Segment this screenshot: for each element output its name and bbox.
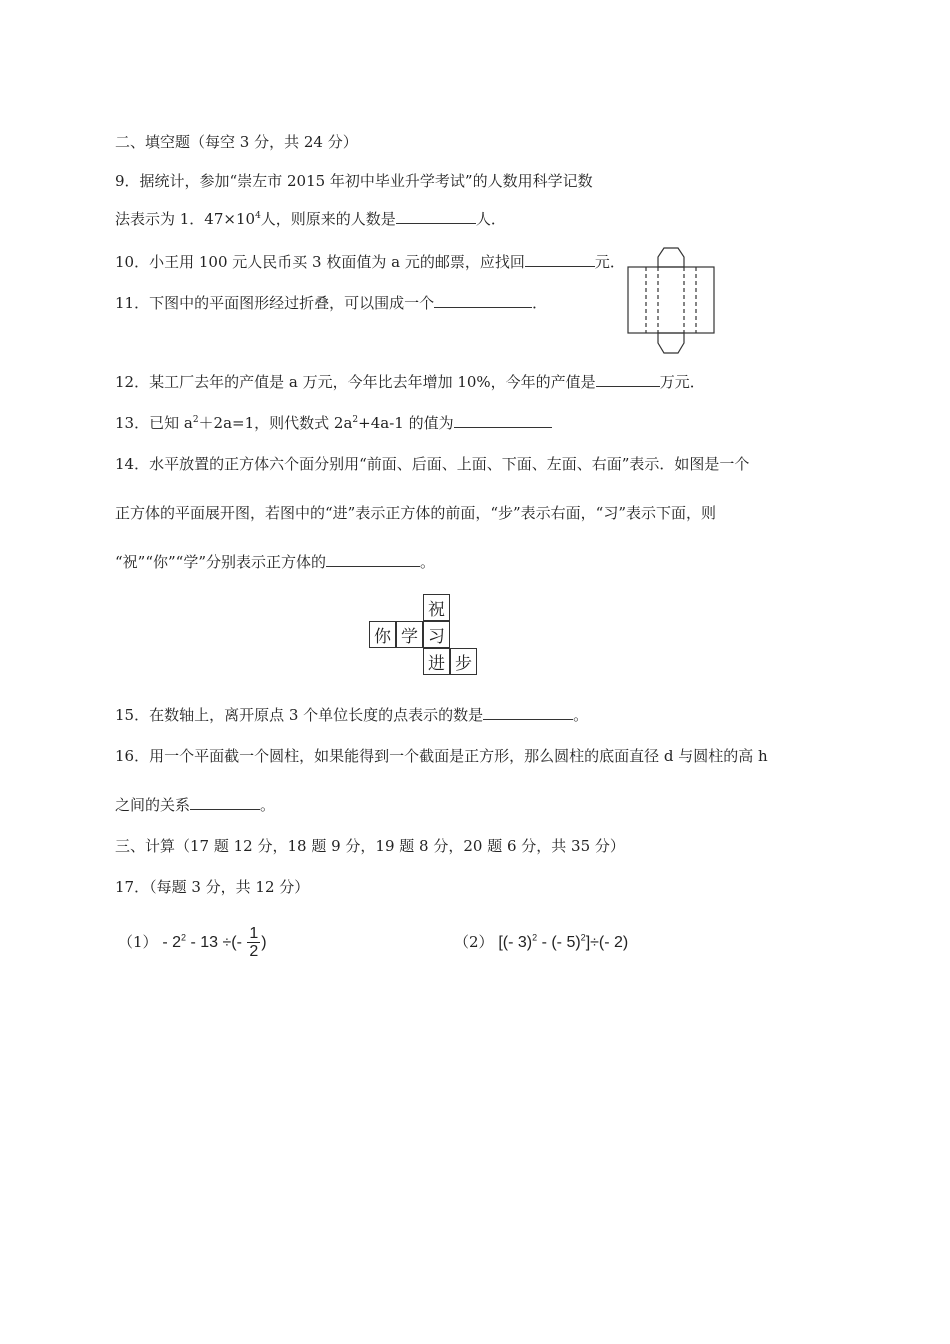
cube-face-zhu: 祝 (423, 594, 450, 621)
q14-line2: 正方体的平面展开图，若图中的“进”表示正方体的前面，“步”表示右面，“习”表示下面，则 (115, 504, 717, 522)
q12-answer-blank[interactable] (596, 372, 660, 387)
q9-text-b: 人，则原来的人数是 (260, 210, 396, 228)
section2-heading: 二、填空题（每空 3 分，共 24 分） (115, 133, 358, 151)
cylinder-net-top-tab (658, 248, 684, 267)
q11-line (115, 293, 547, 313)
q13-text-a: 13．已知 a (115, 414, 193, 432)
cube-face-bu: 步 (450, 648, 477, 675)
q9-exponent: 4 (255, 211, 261, 221)
q10-text-b: 元． (594, 253, 625, 271)
q11-answer-blank[interactable] (434, 293, 532, 308)
q15-text-a: 15．在数轴上，离开原点 3 个单位长度的点表示的数是 (115, 706, 484, 724)
q16-text-a: 之间的关系 (115, 796, 191, 814)
q12-line (115, 372, 705, 392)
q14-text-b: 。 (420, 553, 436, 571)
q10-line (115, 252, 625, 272)
q14-line1: 14．水平放置的正方体六个面分别用“前面、后面、上面、下面、左面、右面”表示．如图是一个 (115, 455, 750, 473)
q16-answer-blank[interactable] (190, 795, 260, 810)
q13-answer-blank[interactable] (454, 413, 552, 428)
q17-p2-expression: [(- 3)$^2$ - (- 5)$^2$]÷(- 2) (498, 932, 629, 951)
section3-heading: 三、计算（17 题 12 分，18 题 9 分，19 题 8 分，20 题 6 分，共 35 分） (115, 837, 625, 855)
q16-text-b: 。 (260, 796, 276, 814)
q17-p2-label: （2） (454, 933, 494, 951)
q16-line1: 16．用一个平面截一个圆柱，如果能得到一个截面是正方形，那么圆柱的底面直径 d 与圆柱的高 h (115, 747, 768, 765)
q17-p1-expression: - $2^2 - 13$ ÷(- $\frac{1}{2}$ ) (162, 925, 267, 961)
q13-text-c: +4a-1 的值为 (358, 414, 454, 432)
cylinder-net-figure (622, 245, 718, 357)
q9-line2 (115, 209, 506, 229)
q11-text-a: 11．下图中的平面图形经过折叠，可以围成一个 (115, 294, 435, 312)
q14-answer-blank[interactable] (326, 552, 420, 567)
q9-line1: 9．据统计，参加“崇左市 2015 年初中毕业升学考试”的人数用科学记数 (115, 172, 593, 190)
cylinder-net-bottom-tab (658, 333, 684, 353)
q13-exponent-2: 2 (352, 415, 359, 425)
one-half-fraction: $\frac{1}{2}$ (249, 925, 259, 961)
q14-line3 (115, 552, 435, 572)
q10-answer-blank[interactable] (525, 252, 595, 267)
q17-p1-label: （1） (118, 933, 158, 951)
q13-line (115, 413, 552, 433)
cube-face-xue: 学 (396, 621, 423, 648)
q12-text-a: 12．某工厂去年的产值是 a 万元，今年比去年增加 10%，今年的产值是 (115, 373, 596, 391)
q17-intro: 17．（每题 3 分，共 12 分） (115, 878, 310, 896)
q15-line (115, 705, 588, 725)
cube-face-ni: 你 (369, 621, 396, 648)
cube-net-figure (369, 594, 479, 678)
cylinder-net-rectangle (628, 267, 714, 333)
q10-text-a: 10．小王用 100 元人民币买 3 枚面值为 a 元的邮票，应找回 (115, 253, 525, 271)
q13-text-b: ＋2a=1，则代数式 2a (198, 414, 353, 432)
q15-text-b: 。 (573, 706, 589, 724)
q17-problem-2 (454, 922, 628, 963)
q9-text-a: 法表示为 1．47×10 (115, 210, 256, 228)
cube-face-xi: 习 (423, 621, 450, 648)
q9-answer-blank[interactable] (396, 209, 476, 224)
q17-problem-1 (118, 922, 267, 963)
cube-face-jin: 进 (423, 648, 450, 675)
q13-exponent-1: 2 (192, 415, 199, 425)
q12-text-b: 万元． (659, 373, 705, 391)
q9-text-c: 人． (475, 210, 506, 228)
q11-text-b: ． (532, 294, 548, 312)
q16-line2 (115, 795, 275, 815)
q15-answer-blank[interactable] (483, 705, 573, 720)
q14-text-a: “祝”“你”“学”分别表示正方体的 (115, 553, 327, 571)
